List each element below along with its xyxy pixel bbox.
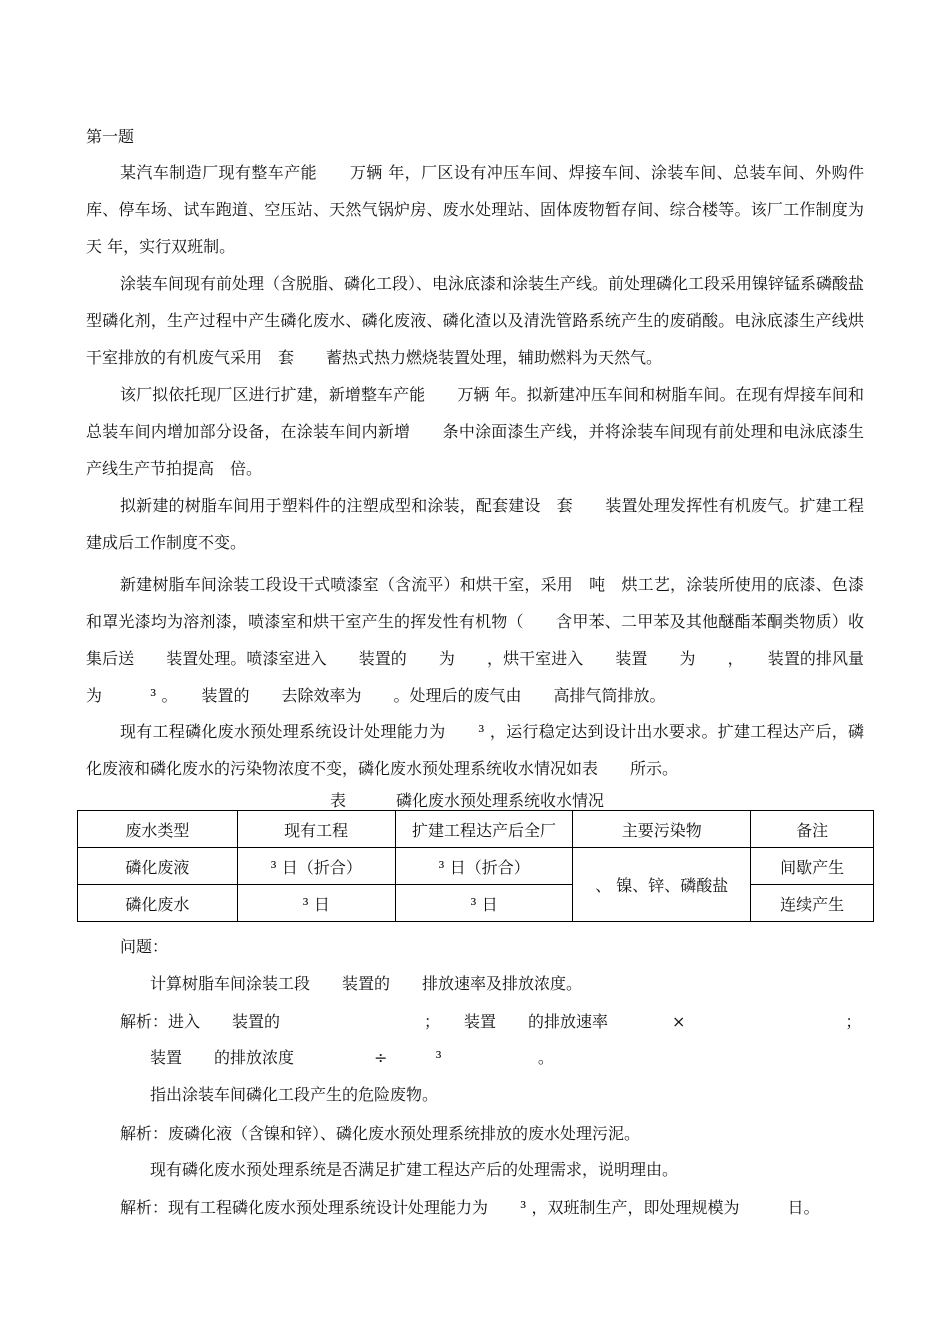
paragraph-3: 该厂拟依托现厂区进行扩建，新增整车产能 万辆 年。拟新建冲压车间和树脂车间。在现有焊接车间和总装车间内增加部分设备，在涂装车间内新增 条中涂面漆生产线，并将涂装车间现有前处理和电泳底漆生产线生产节拍提高 倍。 (86, 385, 864, 478)
table-row (78, 848, 874, 885)
question-1: 计算树脂车间涂装工段 装置的 排放速率及排放浓度。 (150, 974, 583, 993)
table-cell: 磷化废液 (78, 848, 238, 885)
question-3: 现有磷化废水预处理系统是否满足扩建工程达产后的处理需求，说明理由。 (150, 1160, 679, 1179)
answer-1-continued: 装置 的排放浓度 ÷ ³ 。 (150, 1048, 554, 1067)
paragraph-6: 现有工程磷化废水预处理系统设计处理能力为 ³ ，运行稳定达到设计出水要求。扩建工程达产后，磷化废液和磷化废水的污染物浓度不变，磷化废水预处理系统收水情况如表 所示。 (86, 722, 864, 778)
table-cell-pollutants: 、 镍、锌、磷酸盐 (573, 848, 751, 922)
paragraph-5: 新建树脂车间涂装工段设干式喷漆室（含流平）和烘干室，采用 吨 烘工艺，涂装所使用的底漆、色漆和罩光漆均为溶剂漆，喷漆室和烘干室产生的挥发性有机物（ 含甲苯、二甲苯及其他醚酯苯酮类物质）收集后送 装置处理。喷漆室进入 装置的 为 ，烘干室进入 装置 为 ， 装置的排风量为 ³ 。 装置的 去除效率为 。处理后的废气由 高排气筒排放。 (86, 575, 864, 705)
wastewater-table (77, 810, 874, 922)
table-caption-title: 磷化废水预处理系统收水情况 (396, 791, 605, 810)
question-heading: 第一题 (86, 127, 135, 146)
header-cell: 扩建工程达产后全厂 (395, 811, 573, 848)
paragraph-1: 某汽车制造厂现有整车产能 万辆 年，厂区设有冲压车间、焊接车间、涂装车间、总装车间、外购件库、停车场、试车跑道、空压站、天然气锅炉房、废水处理站、固体废物暂存间、综合楼等。该厂工作制度为 天 年，实行双班制。 (86, 163, 897, 256)
table-cell: ³ 日 (395, 885, 573, 922)
table-cell: ³ 日 (237, 885, 395, 922)
header-cell: 主要污染物 (573, 811, 751, 848)
answer-1: 解析：进入 装置的 ； 装置 的排放速率 × ； (120, 1012, 862, 1031)
paragraph-2: 涂装车间现有前处理（含脱脂、磷化工段）、电泳底漆和涂装生产线。前处理磷化工段采用镍锌锰系磷酸盐型磷化剂，生产过程中产生磷化废水、磷化废液、磷化渣以及清洗管路系统产生的废硝酸。电泳底漆生产线烘干室排放的有机废气采用 套 蓄热式热力燃烧装置处理，辅助燃料为天然气。 (86, 274, 865, 367)
table-row (78, 885, 874, 922)
answer-2: 解析：废磷化液（含镍和锌）、磷化废水预处理系统排放的废水处理污泥。 (120, 1124, 641, 1143)
question-2: 指出涂装车间磷化工段产生的危险废物。 (150, 1085, 439, 1104)
table-cell: 磷化废水 (78, 885, 238, 922)
table-cell: ³ 日（折合） (395, 848, 573, 885)
header-cell: 废水类型 (78, 811, 238, 848)
table-cell: 间歇产生 (751, 848, 874, 885)
table-header-row (78, 811, 874, 848)
header-cell: 现有工程 (237, 811, 395, 848)
questions-label: 问题： (120, 937, 169, 956)
table-caption-prefix: 表 (330, 791, 347, 810)
header-cell: 备注 (751, 811, 874, 848)
paragraph-4: 拟新建的树脂车间用于塑料件的注塑成型和涂装，配套建设 套 装置处理发挥性有机废气。扩建工程建成后工作制度不变。 (86, 496, 864, 552)
table-cell: ³ 日（折合） (237, 848, 395, 885)
table-caption (330, 788, 604, 811)
table-cell: 连续产生 (751, 885, 874, 922)
answer-3: 解析：现有工程磷化废水预处理系统设计处理能力为 ³ ，双班制生产，即处理规模为 日。 (120, 1198, 820, 1217)
